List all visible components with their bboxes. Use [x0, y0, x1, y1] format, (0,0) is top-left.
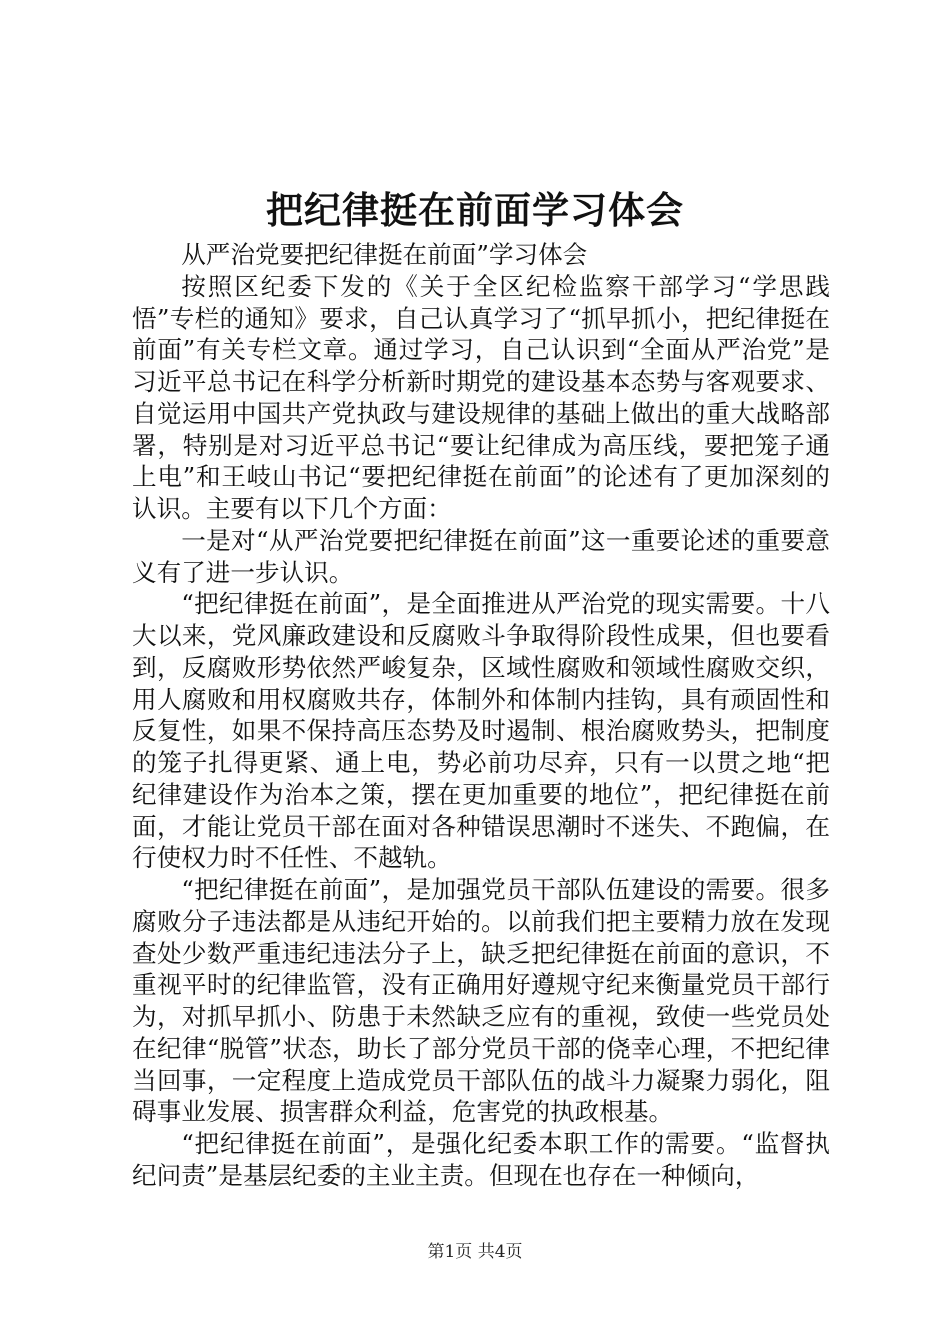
paragraph-practical-need: “把纪律挺在前面”，是全面推进从严治党的现实需要。十八大以来，党风廉政建设和反腐败斗争取得阶段性成果，但也要看到，反腐败形势依然严峻复杂，区域性腐败和领域性腐败交织，用人腐败和用权腐败共存，体制外和体制内挂钩，具有顽固性和反复性，如果不保持高压态势及时遏制、根治腐败势头，把制度的笼子扎得更紧、通上电，势必前功尽弃，只有一以贯之地“把纪律建设作为治本之策，摆在更加重要的地位”，把纪律挺在前面，才能让党员干部在面对各种错误思潮时不迷失、不跑偏，在行使权力时不任性、不越轨。 — [132, 589, 830, 873]
paragraph-intro: 按照区纪委下发的《关于全区纪检监察干部学习“学思践悟”专栏的通知》要求，自己认真学习了“抓早抓小，把纪律挺在前面”有关专栏文章。通过学习，自己认识到“全面从严治党”是习近平总书记在科学分析新时期党的建设基本态势与客观要求、自觉运用中国共产党执政与建设规律的基础上做出的重大战略部署，特别是对习近平总书记“要让纪律成为高压线，要把笼子通上电”和王岐山书记“要把纪律挺在前面”的论述有了更加深刻的认识。主要有以下几个方面： — [132, 271, 830, 523]
document-body — [132, 239, 830, 1192]
paragraph-commission-duty: “把纪律挺在前面”，是强化纪委本职工作的需要。“监督执纪问责”是基层纪委的主业主责。但现在也存在一种倾向， — [132, 1129, 830, 1190]
paragraph-team-building: “把纪律挺在前面”，是加强党员干部队伍建设的需要。很多腐败分子违法都是从违纪开始的。以前我们把主要精力放在发现查处少数严重违纪违法分子上，缺乏把纪律挺在前面的意识，不重视平时的纪律监管，没有正确用好遵规守纪来衡量党员干部行为，对抓早抓小、防患于未然缺乏应有的重视，致使一些党员处在纪律“脱管”状态，助长了部分党员干部的侥幸心理，不把纪律当回事，一定程度上造成党员干部队伍的战斗力凝聚力弱化，阻碍事业发展、损害群众利益，危害党的执政根基。 — [132, 875, 830, 1127]
document-title: 把纪律挺在前面学习体会 — [266, 188, 684, 232]
paragraph-point-one: 一是对“从严治党要把纪律挺在前面”这一重要论述的重要意义有了进一步认识。 — [132, 525, 830, 587]
page-footer: 第1页 共4页 — [427, 1242, 523, 1262]
paragraph-subtitle: 从严治党要把纪律挺在前面”学习体会 — [181, 240, 588, 269]
